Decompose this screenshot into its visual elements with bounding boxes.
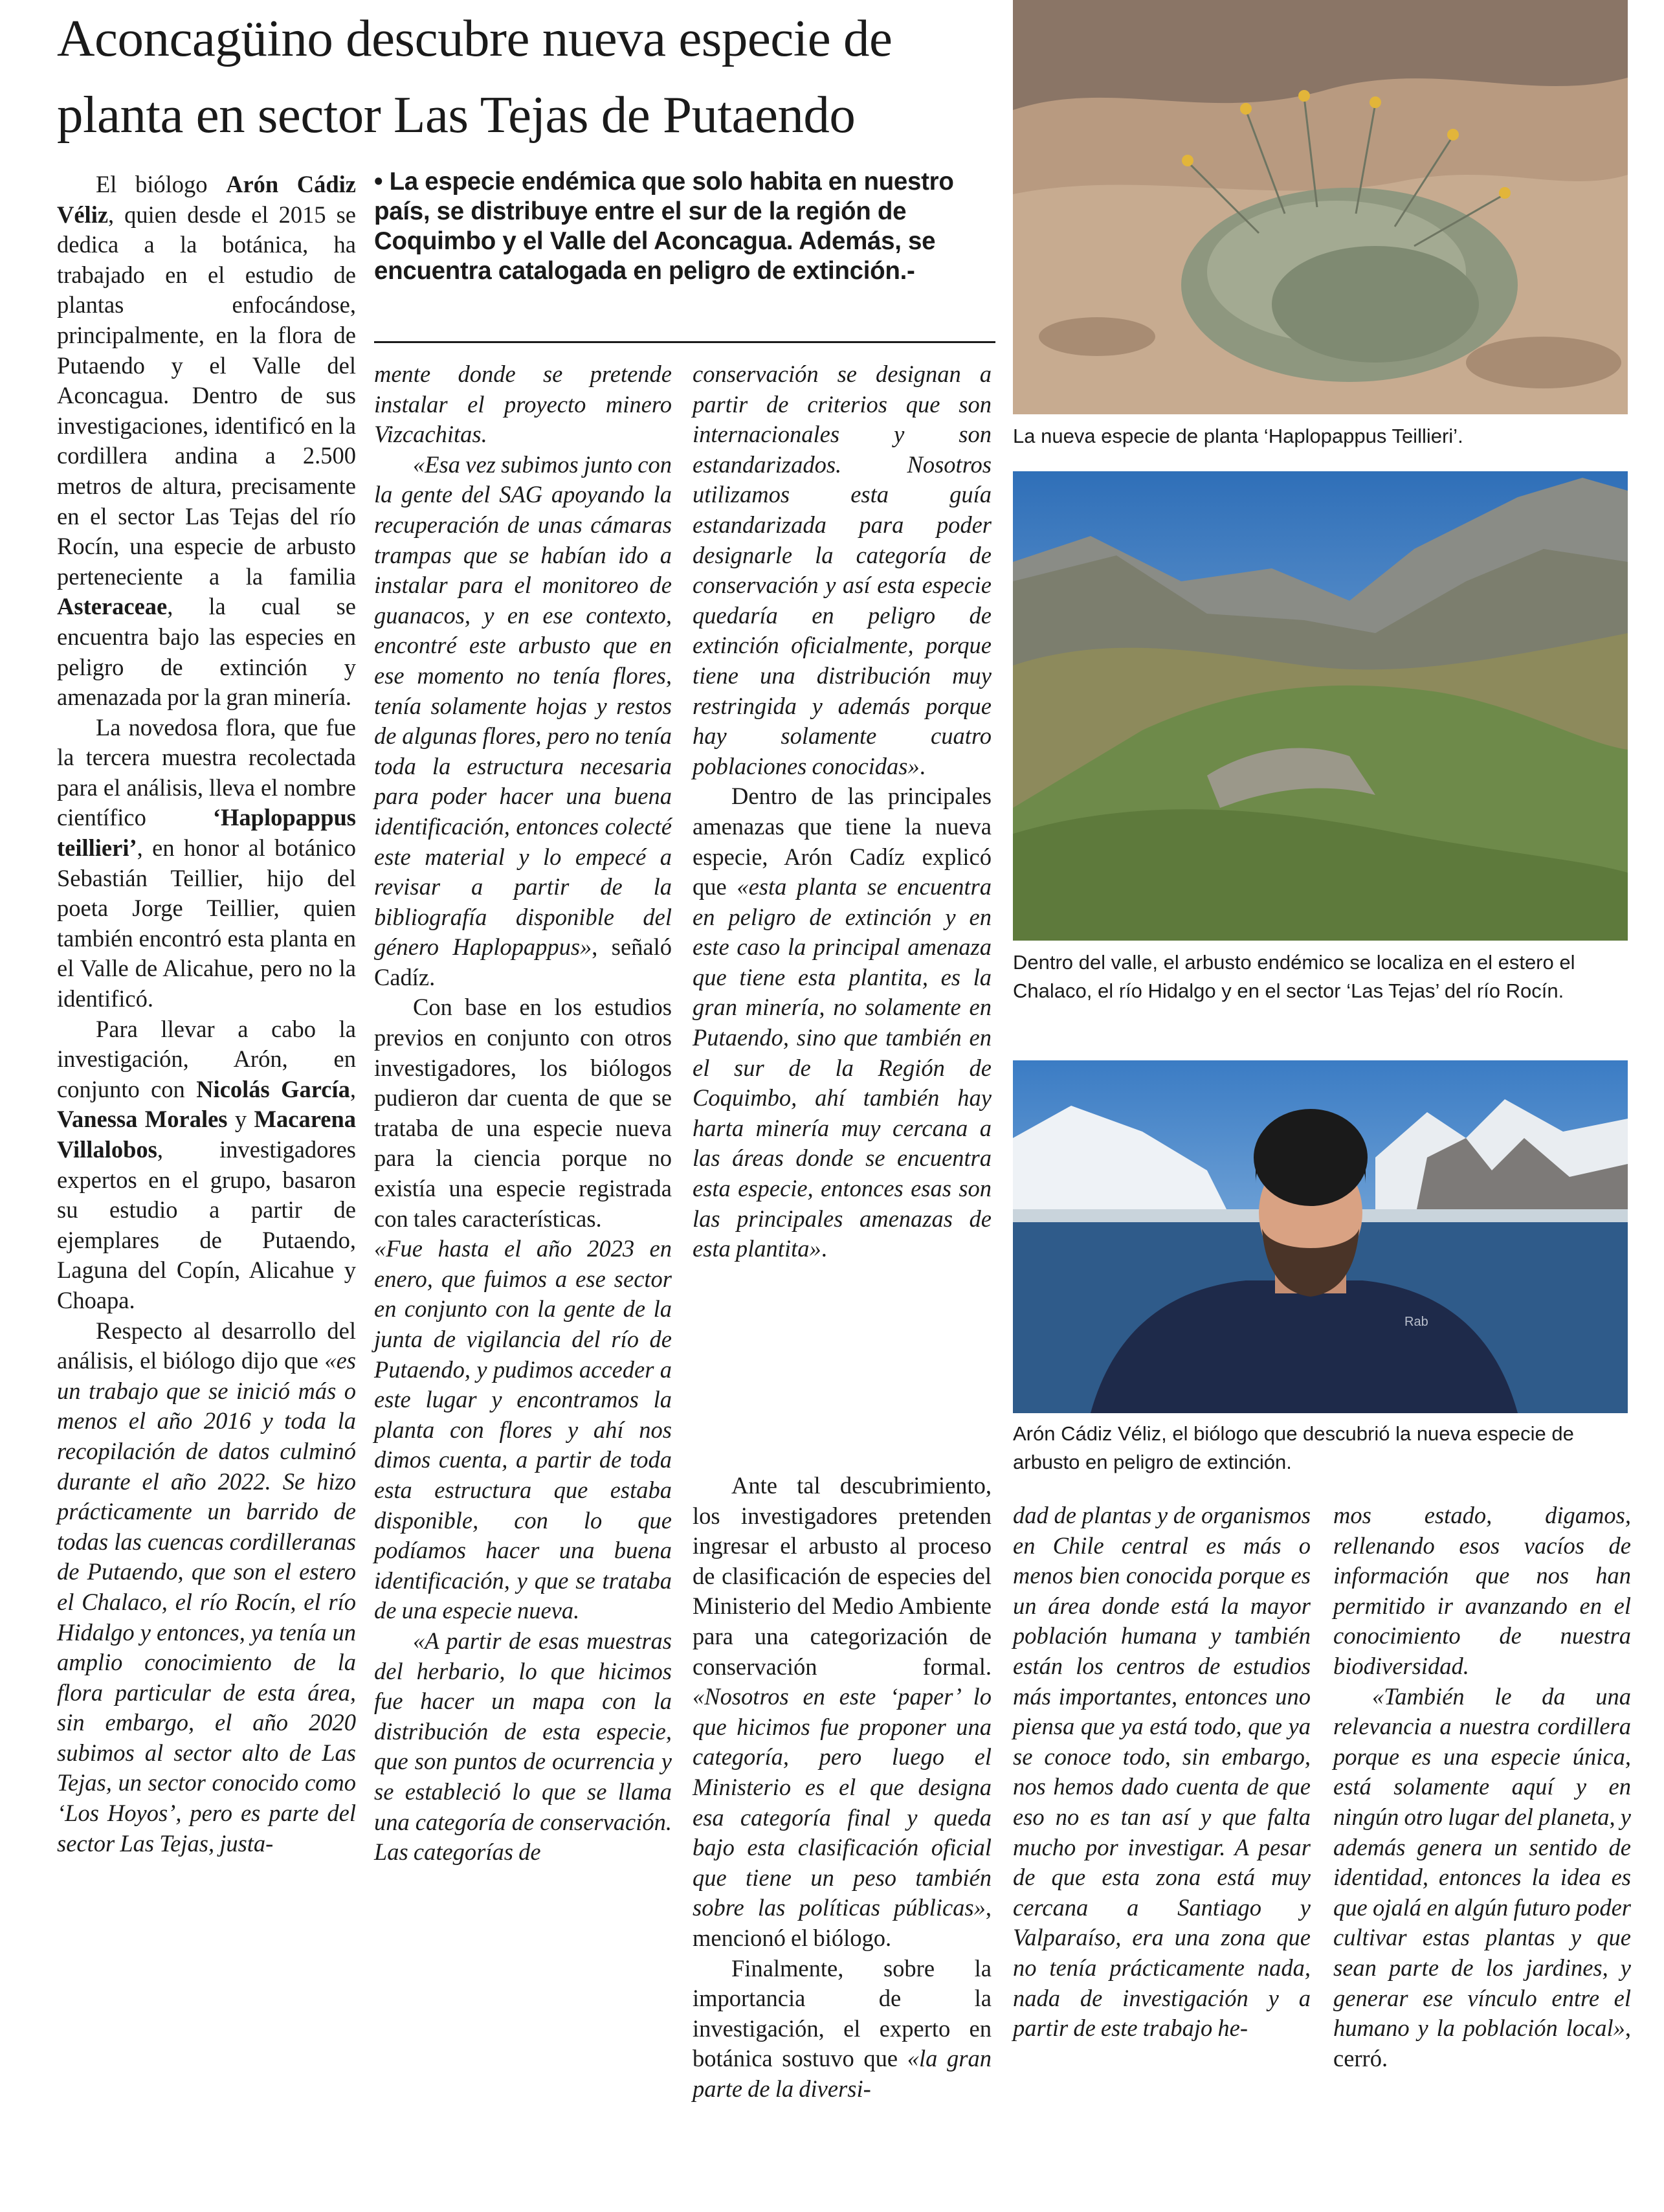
paragraph: «A partir de esas muestras del herbario, lo que hicimos fue hacer un mapa con la distribución de esta especie, que son puntos de ocurrencia y se estableció lo que se llama una categoría de conservación. Las categorías de xyxy=(374,1627,672,1866)
article-column-3-lower xyxy=(693,1471,992,2196)
paragraph: Para llevar a cabo la investigación, Arón, en conjunto con Nicolás García, Vanessa Morales y Macarena Villalobos, investigadores expertos en el grupo, basaron su estudio a partir de ejemplares de Putaendo, Laguna del Copín, Alicahue y Choapa. xyxy=(57,1015,357,1313)
paragraph: «Fue hasta el año 2023 en enero, que fuimos a ese sector en conjunto con la gente de la junta de vigilancia del río de Putaendo, y pudimos acceder a este lugar y encontramos la planta con flores y ahí nos dimos cuenta, a partir de toda esta estructura que estaba disponible, con lo que podíamos hacer una buena identificación, y que se trataba de una especie nueva. xyxy=(374,1235,672,1624)
paragraph: Finalmente, sobre la importancia de la investigación, el experto en botánica sostuvo que «la gran parte de la diversi- xyxy=(693,1954,992,2102)
headline: Aconcagüino descubre nueva especie de planta en sector Las Tejas de Putaendo xyxy=(57,9,893,144)
paragraph: «Esa vez subimos junto con la gente del SAG apoyando la recuperación de unas cámaras trampas que se habían ido a instalar para el monitoreo de guanacos, y en ese contexto, encontré este arbusto que en ese momento no tenía flores, tenía solamente hojas y restos de algunas flores, pero no tenía toda la estructura necesaria para poder hacer una buena identificación, entonces colecté este material y lo empecé a revisar a partir de la bibliografía disponible del género Haplopappus», señaló Cadíz. xyxy=(374,451,672,990)
jacket-logo: Rab xyxy=(1404,1315,1428,1329)
paragraph: mente donde se pretende instalar el proyecto minero Vizcachitas. xyxy=(374,361,672,448)
valley-photo xyxy=(1013,471,1628,941)
lead-summary: • La especie endémica que solo habita en nuestro país, se distribuye entre el sur de la región de Coquimbo y el Valle del Aconcagua. Además, se encuentra catalogada en peligro de extinción.- xyxy=(374,168,954,285)
paragraph: El biólogo Arón Cádiz Véliz, quien desde el 2015 se dedica a la botánica, ha trabajado en el estudio de plantas enfocándose, principalmente, en la flora de Putaendo y el Valle del Aconcagua. Dentro de sus investigaciones, identificó en la cordillera andina a 2.500 metros de altura, precisamente en el sector Las Tejas del río Rocín, una especie de arbusto perteneciente a la familia Asteraceae, la cual se encuentra bajo las especies en peligro de extinción y amenazada por la gran minería. xyxy=(57,171,357,711)
article-column-3-upper xyxy=(693,359,992,1469)
valley-photo-caption: Dentro del valle, el arbusto endémico se localiza en el estero el Chalaco, el río Hidalgo y en el sector ‘Las Tejas’ del río Rocín. xyxy=(1013,951,1575,1002)
article-column-1 xyxy=(57,170,356,2196)
plant-photo-caption: La nueva especie de planta ‘Haplopappus Teillieri’. xyxy=(1013,425,1463,447)
paragraph: Dentro de las principales amenazas que tiene la nueva especie, Arón Cadíz explicó que «esta planta se encuentra en peligro de extinción y en este caso la principal amenaza que tiene esta plantita, es la gran minería, no solamente en Putaendo, sino que también en el sur de la Región de Coquimbo, ahí también hay harta minería muy cercana a las áreas donde se encuentra esta especie, entonces esas son las principales amenazas de esta plantita». xyxy=(693,783,992,1262)
paragraph: «También le da una relevancia a nuestra cordillera porque es una especie única, está solamente aquí y en ningún otro lugar del planeta, y además genera un sentido de identidad, entonces la idea es que ojalá en algún futuro poder cultivar estas plantas y que sean parte de los jardines, y generar ese vínculo entre el humano y la población local», cerró. xyxy=(1333,1682,1632,2072)
paragraph: dad de plantas y de organismos en Chile central es más o menos bien conocida porque es un área donde está la mayor población humana y también están los centros de estudios más importantes, entonces uno piensa que ya está todo, que ya se conoce todo, sin embargo, nos hemos dado cuenta de que eso no es tan así y que falta mucho por investigar. A pesar de que esta zona está muy cercana a Santiago y Valparaíso, era una zona que no tenía prácticamente nada, nada de investigación y a partir de este trabajo he- xyxy=(1013,1502,1311,2042)
portrait-photo-caption: Arón Cádiz Véliz, el biólogo que descubrió la nueva especie de arbusto en peligro de extinción. xyxy=(1013,1422,1574,1473)
paragraph: mos estado, digamos, rellenando esos vacíos de información que nos han permitido ir avanzando en el conocimiento de nuestra biodiversidad. xyxy=(1333,1502,1631,1679)
paragraph: Ante tal descubrimiento, los investigadores pretenden ingresar el arbusto al proceso de clasificación de especies del Ministerio del Medio Ambiente para una categorización de conservación formal. «Nosotros en este ‘paper’ lo que hicimos fue proponer una categoría, pero luego el Ministerio es el que designa esa categoría final y queda bajo esta clasificación oficial que tiene un peso también sobre las políticas públicas», mencionó el biólogo. xyxy=(693,1472,992,1951)
paragraph: Con base en los estudios previos en conjunto con otros investigadores, los biólogos pudieron dar cuenta de que se trataba de una especie nueva para la ciencia porque no existía una especie registrada con tales características. xyxy=(374,994,672,1232)
lead-divider xyxy=(374,341,995,343)
paragraph: Respecto al desarrollo del análisis, el biólogo dijo que «es un trabajo que se inició más o menos el año 2016 y toda la recopilación de datos culminó durante el año 2022. Se hizo prácticamente un barrido de todas las cuencas cordilleranas de Putaendo, que son el estero el Chalaco, el río Rocín, el río Hidalgo y entonces, ya tenía un amplio conocimiento de la flora particular de esta área, sin embargo, el año 2020 subimos al sector alto de Las Tejas, un sector conocido como ‘Los Hoyos’, pero es parte del sector Las Tejas, justa- xyxy=(57,1317,356,1857)
article-column-5 xyxy=(1333,1501,1631,2196)
portrait-photo xyxy=(1013,1060,1628,1413)
plant-photo xyxy=(1013,0,1628,414)
paragraph: La novedosa flora, que fue la tercera muestra recolectada para el análisis, lleva el nombre científico ‘Haplopappus teillieri’, en honor al botánico Sebastián Teillier, hijo del poeta Jorge Teillier, quien también encontró esta planta en el Valle de Alicahue, pero no la identificó. xyxy=(57,713,356,1012)
article-column-4 xyxy=(1013,1501,1311,2196)
paragraph: conservación se designan a partir de criterios que son internacionales y son estandarizados. Nosotros utilizamos esta guía estandarizada para poder designarle la categoría de conservación y así esta especie quedaría en peligro de extinción oficialmente, porque tiene una distribución muy restringida y además porque hay solamente cuatro poblaciones conocidas». xyxy=(693,361,992,779)
article-column-2 xyxy=(374,359,672,2198)
